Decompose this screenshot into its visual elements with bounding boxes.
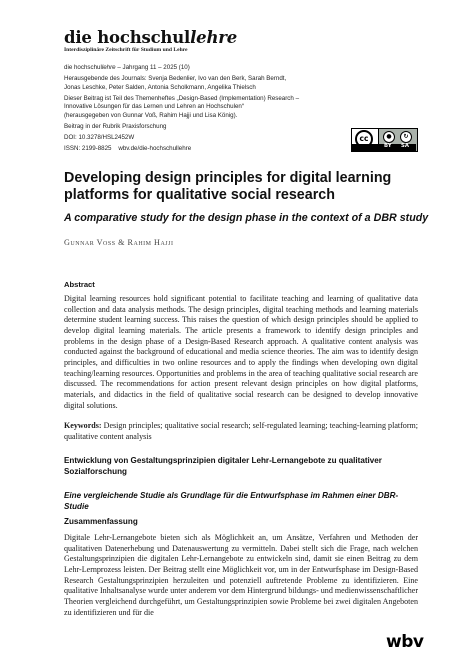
section-line: Beitrag in der Rubrik Praxisforschung — [64, 123, 167, 130]
keywords-label: Keywords: — [64, 421, 102, 430]
cc-icon: cc — [355, 130, 373, 148]
article-authors: Gunnar Voss & Rahim Hajji — [64, 238, 174, 247]
journal-issue — [64, 64, 190, 73]
journal-logo-italic: lehre — [190, 28, 238, 47]
journal-subtitle: Interdisziplinäre Zeitschrift für Studium und Lehre — [64, 47, 188, 53]
issue-journal-name-italic: lehre — [101, 64, 116, 71]
doi-link[interactable]: DOI: 10.3278/HSL2452W — [64, 134, 135, 141]
journal-logo-main: die hochschul — [64, 28, 191, 47]
issn-url[interactable]: ISSN: 2199-8825 wbv.de/die-hochschullehre — [64, 145, 192, 152]
german-subtitle: Eine vergleichende Studie als Grundlage für die Entwurfsphase im Rahmen einer DBR-Studie — [64, 491, 399, 511]
attribution-icon: ● — [383, 131, 395, 143]
keywords — [64, 421, 418, 442]
abstract-heading: Abstract — [64, 280, 95, 289]
share-alike-icon: ↻ — [400, 131, 412, 143]
summary-text: Digitale Lehr-Lernangebote bieten sich als Möglichkeit an, um Ansätze, Verfahren und Methoden der qualitativen Datenerhebung und Datenauswertung zu vermitteln. Dabei stellt sich die Frage, nach welchen Gestaltungsprinzipien die digitalen Lehr-Lernangebote zu entwickeln sind, damit sie einen Beitrag zu dem Lehr-Lernprozess leisten. Der Beitrag stellt eine Möglichkeit vor, um in der Entwurfsphase im Design-Based Research Gestaltungsprinzipien herzuleiten und potenziell auftretende Probleme zu identifizieren. Eine qualitative Inhaltsanalyse wurde unter anderem vor dem Hintergrund bildungs- und medienwissenschaftlicher Theorien vergleichend durchgeführt, um Gestaltungsprinzipien sowie Probleme bei zwei digitalen Angeboten zu identifizieren und für die — [64, 533, 418, 617]
summary-heading: Zusammenfassung — [64, 517, 138, 526]
keywords-list: Design principles; qualitative social research; self-regulated learning; teaching-learning platform; qualitative content analysis — [64, 421, 418, 441]
editors-line-2: Jonas Leschke, Peter Salden, Antonia Scholkmann, Angelika Thielsch — [64, 84, 256, 91]
issue-journal-name: die hochschul — [64, 64, 102, 71]
article-title: Developing design principles for digital learning platforms for qualitative social research — [64, 170, 392, 203]
editors-line-1: Herausgebende des Journals: Svenja Bedenlier, Ivo van den Berk, Sarah Berndt, — [64, 75, 287, 82]
issue-volume: – Jahrgang 11 – 2025 (10) — [115, 64, 190, 71]
license-by-label: BY — [384, 143, 392, 149]
theme-line-3: (herausgegeben von Gunnar Voß, Rahim Hajji und Lisa König). — [64, 112, 238, 119]
abstract-text: Digital learning resources hold significant potential to facilitate teaching and learning of qualitative data collection and data analysis methods. The design principles, digital teaching methods and learning materials determine student learning success. This raises the question of which design principles should be applied to develop digital learning materials. The article presents a framework to identify design principles and problems in the design phase of a Design-Based Research approach. A qualitative content analysis was conducted against the background of educational and media science theories. The aim was to identify design principles, and difficulties in two online resources and to apply the findings when developing own digital teaching/learning resources. Opportunities and problems in the area of teaching qualitative social research are discussed. The recommendations for action present relevant design principles on how digital platforms, materials, and didactics in the field of qualitative social research can be designed to develop innovative digital solutions. — [64, 294, 418, 410]
journal-logo — [64, 28, 237, 47]
license-label-bar — [352, 144, 416, 151]
license-sa-label: SA — [401, 143, 409, 149]
article-subtitle: A comparative study for the design phase in the context of a DBR study — [64, 212, 429, 224]
cc-license-badge[interactable] — [351, 128, 418, 152]
theme-line-1: Dieser Beitrag ist Teil des Themenheftes „Design-Based (Implementation) Research – — [64, 95, 300, 102]
german-title: Entwicklung von Gestaltungsprinzipien digitaler Lehr-Lernangebote zu qualitativer Sozialforschung — [64, 456, 382, 476]
publisher-logo: wbv — [386, 632, 424, 652]
theme-line-2: Innovative Lösungen für das Lernen und Lehren an Hochschulen“ — [64, 103, 244, 110]
